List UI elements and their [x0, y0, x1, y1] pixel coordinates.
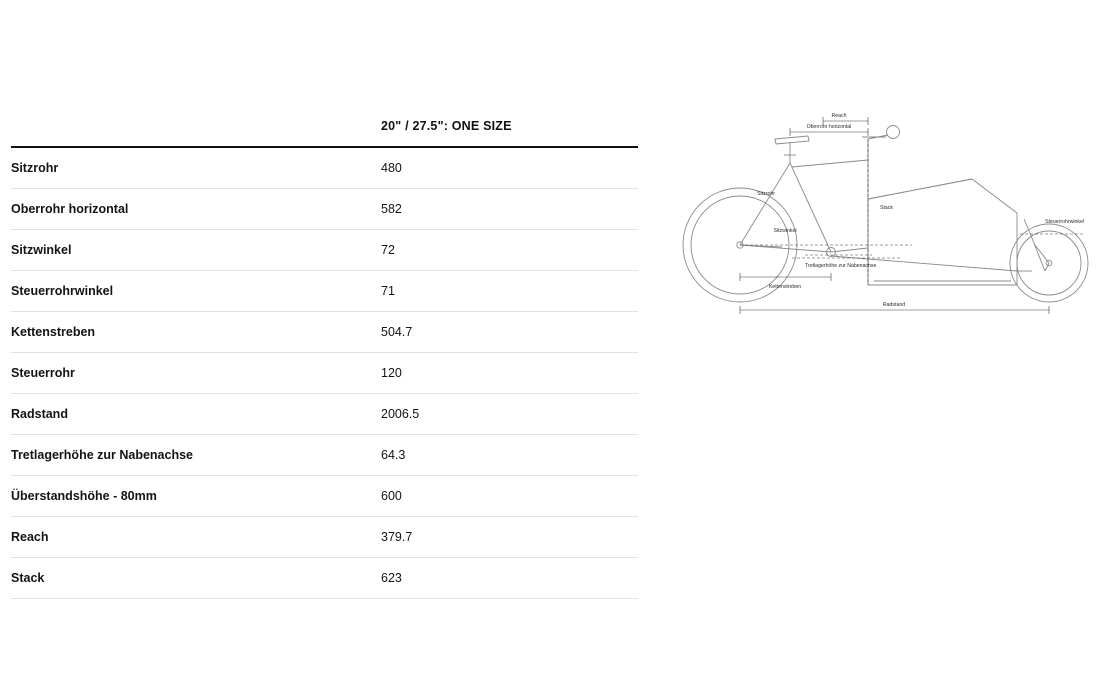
column-header-size: 20" / 27.5": ONE SIZE	[381, 113, 638, 147]
table-body	[11, 147, 638, 599]
row-label: Reach	[11, 517, 381, 558]
geometry-diagram	[672, 95, 1108, 325]
label-kettenstreben: Kettenstreben	[768, 284, 802, 290]
label-oberrohr-horizontal: Oberrohr horizontal	[806, 124, 852, 130]
label-sitzrohr: Sitzrohr	[757, 191, 775, 197]
row-label: Kettenstreben	[11, 312, 381, 353]
row-label: Steuerrohr	[11, 353, 381, 394]
table-row	[11, 230, 638, 271]
row-label: Sitzrohr	[11, 147, 381, 189]
row-value: 120	[381, 353, 638, 394]
table-row	[11, 394, 638, 435]
table-header	[11, 113, 638, 147]
row-value: 623	[381, 558, 638, 599]
table-header-row	[11, 113, 638, 147]
row-label: Sitzwinkel	[11, 230, 381, 271]
row-value: 71	[381, 271, 638, 312]
fork-blade	[1035, 245, 1049, 263]
row-value: 72	[381, 230, 638, 271]
column-header-measure	[11, 113, 381, 147]
row-value: 600	[381, 476, 638, 517]
row-value: 480	[381, 147, 638, 189]
geometry-table	[11, 113, 638, 599]
cargo-box-top-edge	[868, 179, 972, 199]
row-value: 2006.5	[381, 394, 638, 435]
table-row	[11, 476, 638, 517]
label-tretlagerhoehe: Tretlagerhöhe zur Nabenachse	[805, 263, 877, 269]
table-row	[11, 517, 638, 558]
table-row	[11, 353, 638, 394]
seat-tube	[790, 163, 831, 252]
row-value: 64.3	[381, 435, 638, 476]
row-label: Tretlagerhöhe zur Nabenachse	[11, 435, 381, 476]
handlebar-grip	[887, 126, 900, 139]
fork-lower	[1045, 263, 1049, 271]
row-value: 582	[381, 189, 638, 230]
down-tube	[831, 248, 868, 252]
label-stack: Stack	[880, 205, 893, 211]
row-label: Überstandshöhe - 80mm	[11, 476, 381, 517]
row-label: Oberrohr horizontal	[11, 189, 381, 230]
row-value: 504.7	[381, 312, 638, 353]
table-row	[11, 312, 638, 353]
table-row	[11, 147, 638, 189]
label-sitzwinkel: Sitzwinkel	[773, 228, 797, 234]
row-value: 379.7	[381, 517, 638, 558]
row-label: Radstand	[11, 394, 381, 435]
label-steuerrohrwinkel: Steuerrohrwinkel	[1045, 219, 1084, 225]
geometry-table-container	[11, 113, 638, 599]
saddle	[775, 136, 809, 144]
table-row	[11, 435, 638, 476]
table-row	[11, 558, 638, 599]
label-radstand: Radstand	[882, 302, 906, 308]
table-row	[11, 271, 638, 312]
row-label: Steuerrohrwinkel	[11, 271, 381, 312]
row-label: Stack	[11, 558, 381, 599]
label-reach: Reach	[831, 113, 847, 119]
table-row	[11, 189, 638, 230]
head-tube	[1030, 233, 1045, 271]
top-tube	[792, 160, 868, 167]
